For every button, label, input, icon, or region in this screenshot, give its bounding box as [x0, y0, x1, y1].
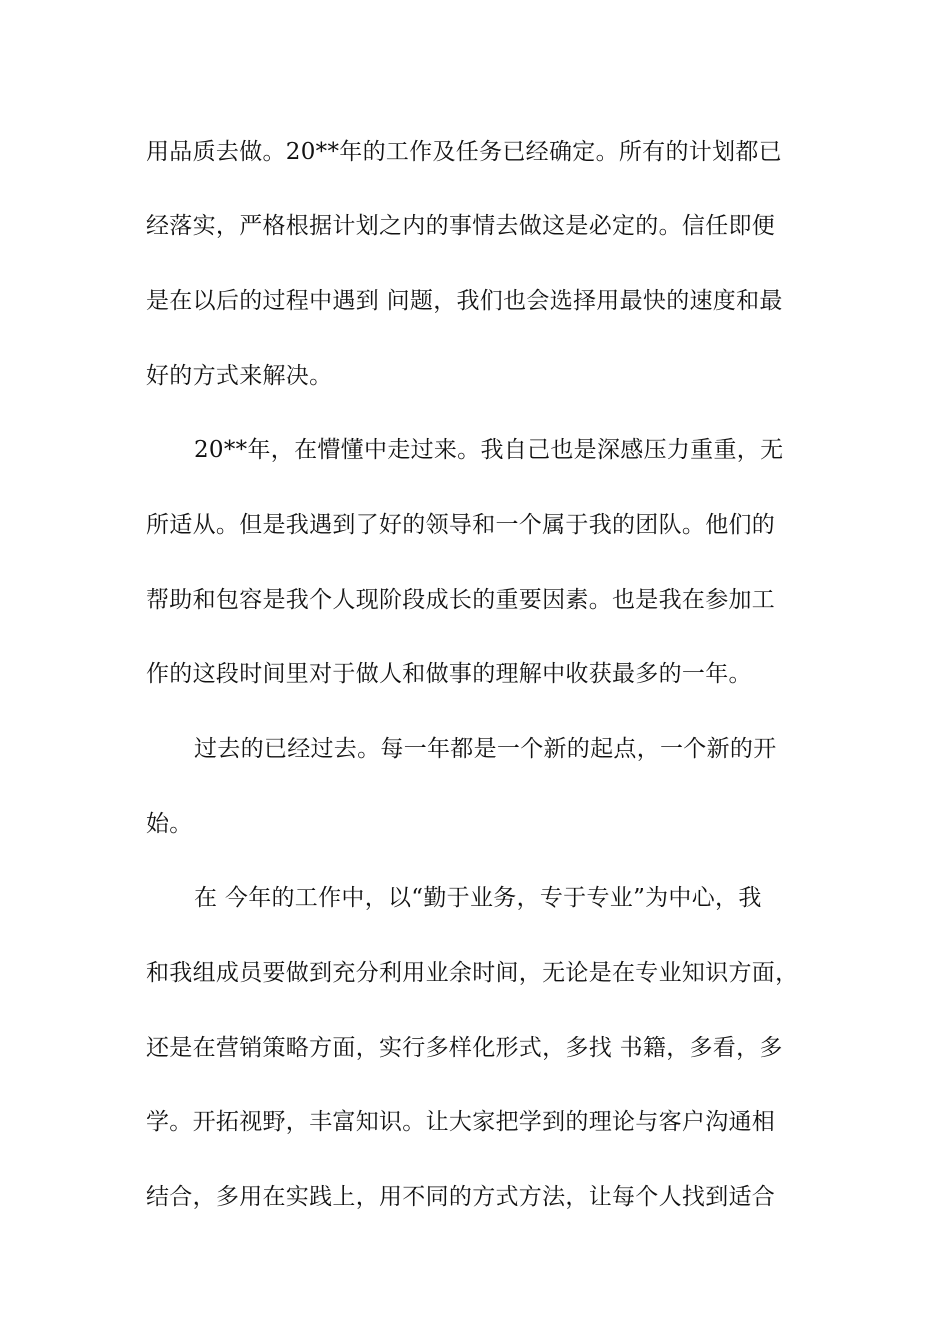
- text-line: 帮助和包容是我个人现阶段成长的重要因素。也是我在参加工: [146, 587, 776, 613]
- text-line: 经落实，严格根据计划之内的事情去做这是必定的。信任即便: [146, 213, 776, 239]
- text-line: 是在以后的过程中遇到 问题，我们也会选择用最快的速度和最: [146, 288, 783, 314]
- paragraph-first-line: 20**年，在懵懂中走过来。我自己也是深感压力重重，无: [194, 437, 784, 463]
- text-line: 学。开拓视野，丰富知识。让大家把学到的理论与客户沟通相: [146, 1109, 776, 1135]
- text-line: 还是在营销策略方面，实行多样化形式，多找 书籍，多看，多: [146, 1035, 783, 1061]
- paragraph-first-line: 在 今年的工作中，以“勤于业务，专于专业”为中心，我: [194, 885, 762, 911]
- text-line: 和我组成员要做到充分利用业余时间，无论是在专业知识方面，: [146, 960, 799, 986]
- text-line: 始。: [146, 811, 193, 837]
- text-line: 好的方式来解决。: [146, 363, 333, 389]
- paragraph-first-line: 过去的已经过去。每一年都是一个新的起点，一个新的开: [194, 736, 777, 762]
- text-line: 作的这段时间里对于做人和做事的理解中收获最多的一年。: [146, 661, 752, 687]
- text-line: 结合，多用在实践上，用不同的方式方法，让每个人找到适合: [146, 1184, 776, 1210]
- text-line: 所适从。但是我遇到了好的领导和一个属于我的团队。他们的: [146, 512, 776, 538]
- text-line: 用品质去做。20**年的工作及任务已经确定。所有的计划都已: [146, 139, 782, 165]
